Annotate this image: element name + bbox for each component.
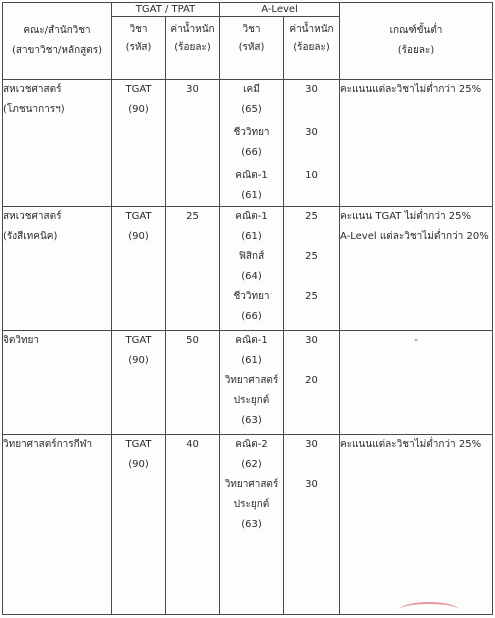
tgat-subject-code: (90) [128, 231, 149, 242]
subject-header-line2: (รหัส) [238, 42, 265, 53]
criteria-cell [340, 435, 493, 615]
tgat-subject-header [112, 17, 166, 80]
alevel-subject-code: (61) [241, 190, 262, 201]
criteria-header-line2: (ร้อยละ) [397, 44, 435, 56]
weight-header-line1: ค่าน้ำหนัก [170, 24, 215, 35]
tgat-subject-cell [112, 80, 166, 207]
alevel-weight-cell [284, 331, 340, 435]
alevel-weight: 30 [305, 84, 318, 95]
criteria-cell [340, 80, 493, 207]
faculty-program: (รังสีเทคนิค) [3, 231, 58, 242]
alevel-subject-name: เคมี [243, 84, 260, 95]
alevel-weight: 20 [305, 375, 318, 386]
tgat-subject-code: (90) [128, 104, 149, 115]
alevel-weight-header [284, 17, 340, 80]
tgat-subject-name: TGAT [125, 335, 152, 346]
alevel-subject-code: (61) [241, 231, 262, 242]
alevel-weight: 30 [305, 439, 318, 450]
alevel-weight: 30 [305, 127, 318, 138]
alevel-subject-cell [220, 435, 284, 615]
alevel-subject-code: (65) [241, 104, 262, 115]
alevel-subject-name-cont: ประยุกต์ [233, 499, 270, 510]
faculty-name: จิตวิทยา [3, 335, 40, 346]
subject-header-line2: (รหัส) [125, 42, 152, 53]
alevel-subject-cell [220, 80, 284, 207]
criteria-text: A-Level แต่ละวิชาไม่ต่ำกว่า 20% [340, 231, 489, 242]
alevel-weight-cell [284, 435, 340, 615]
alevel-subject-name: คณิต-1 [235, 211, 268, 222]
alevel-subject-name: ฟิสิกส์ [238, 251, 265, 262]
criteria-header-line1: เกณฑ์ขั้นต่ำ [389, 24, 443, 36]
tgat-subject-code: (90) [128, 355, 149, 366]
table-row [3, 80, 493, 207]
faculty-name: สหเวชศาสตร์ [3, 84, 62, 95]
alevel-subject-name-cont: ประยุกต์ [233, 395, 270, 406]
tgat-subject-cell [112, 435, 166, 615]
faculty-cell [3, 207, 112, 331]
alevel-subject-name: ชีววิทยา [233, 291, 270, 302]
criteria-cell [340, 207, 493, 331]
alevel-weight: 25 [305, 211, 318, 222]
admission-criteria-table [2, 2, 493, 615]
alevel-weight: 30 [305, 479, 318, 490]
alevel-subject-code: (61) [241, 355, 262, 366]
alevel-subject-cell [220, 331, 284, 435]
tgat-subject-cell [112, 207, 166, 331]
alevel-subject-code: (66) [241, 147, 262, 158]
alevel-subject-name: คณิต-1 [235, 170, 268, 181]
alevel-weight-cell [284, 207, 340, 331]
tgat-weight-header [166, 17, 220, 80]
tgat-weight-cell: 40 [166, 435, 220, 615]
a-level-header: A-Level [220, 3, 340, 17]
criteria-text: คะแนนแต่ละวิชาไม่ต่ำกว่า 25% [340, 439, 482, 450]
alevel-subject-name: คณิต-1 [235, 335, 268, 346]
alevel-subject-name: ชีววิทยา [233, 127, 270, 138]
alevel-subject-header [220, 17, 284, 80]
alevel-subject-code: (63) [241, 415, 262, 426]
table-row [3, 207, 493, 331]
tgat-weight-cell: 30 [166, 80, 220, 207]
alevel-subject-code: (62) [241, 459, 262, 470]
alevel-weight-cell [284, 80, 340, 207]
weight-header-line2: (ร้อยละ) [174, 42, 211, 53]
alevel-subject-name: วิทยาศาสตร์ [224, 375, 279, 386]
alevel-weight: 25 [305, 251, 318, 262]
faculty-cell [3, 80, 112, 207]
subject-header-line1: วิชา [129, 24, 148, 35]
alevel-subject-code: (64) [241, 271, 262, 282]
stamp-mark [399, 602, 459, 618]
weight-header-line1: ค่าน้ำหนัก [289, 24, 334, 35]
faculty-header-line2: (สาขาวิชา/หลักสูตร) [11, 44, 103, 56]
alevel-subject-code: (63) [241, 519, 262, 530]
alevel-subject-name: คณิต-2 [235, 439, 268, 450]
faculty-name: วิทยาศาสตร์การกีฬา [3, 439, 93, 450]
table-row [3, 331, 493, 435]
table-row [3, 435, 493, 615]
tgat-subject-code: (90) [128, 459, 149, 470]
weight-header-line2: (ร้อยละ) [293, 42, 330, 53]
alevel-weight: 30 [305, 335, 318, 346]
criteria-text: คะแนนแต่ละวิชาไม่ต่ำกว่า 25% [340, 84, 482, 95]
faculty-header-line1: คณะ/สำนักวิชา [23, 24, 91, 36]
alevel-weight: 10 [305, 170, 318, 181]
faculty-header [3, 3, 112, 80]
alevel-subject-cell [220, 207, 284, 331]
alevel-subject-name: วิทยาศาสตร์ [224, 479, 279, 490]
criteria-text: - [414, 335, 418, 346]
tgat-subject-name: TGAT [125, 439, 152, 450]
alevel-weight: 25 [305, 291, 318, 302]
tgat-subject-name: TGAT [125, 84, 152, 95]
tgat-weight-cell: 50 [166, 331, 220, 435]
faculty-program: (โภชนาการฯ) [3, 104, 65, 115]
tgat-tpat-header: TGAT / TPAT [112, 3, 220, 17]
faculty-cell [3, 331, 112, 435]
alevel-subject-code: (66) [241, 311, 262, 322]
tgat-subject-name: TGAT [125, 211, 152, 222]
criteria-text: คะแนน TGAT ไม่ต่ำกว่า 25% [340, 211, 472, 222]
tgat-subject-cell [112, 331, 166, 435]
criteria-cell [340, 331, 493, 435]
subject-header-line1: วิชา [242, 24, 261, 35]
faculty-name: สหเวชศาสตร์ [3, 211, 62, 222]
criteria-header [340, 3, 493, 80]
faculty-cell [3, 435, 112, 615]
tgat-weight-cell: 25 [166, 207, 220, 331]
